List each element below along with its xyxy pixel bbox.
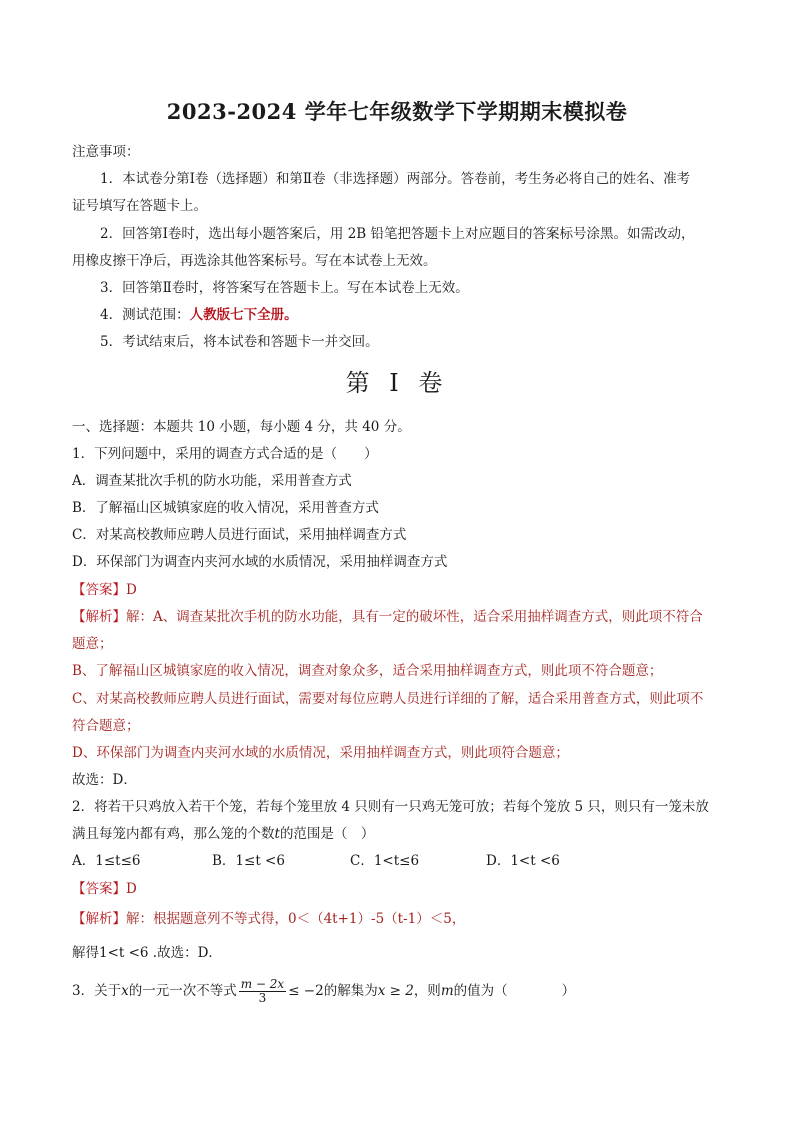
q3-stem (72, 978, 732, 1005)
notice-item-1b: 证号填写在答题卡上。 (72, 198, 207, 214)
answer-value: D (126, 881, 137, 897)
part1-heading: 一、选择题：本题共 10 小题，每小题 4 分，共 40 分。 (72, 419, 411, 435)
q1-stem: 1．下列问题中，采用的调查方式合适的是（ ） (72, 446, 378, 462)
q3-frac-den: 3 (258, 991, 267, 1005)
notice-item-2b: 用橡皮擦干净后，再选涂其他答案标号。写在本试卷上无效。 (72, 253, 437, 269)
notice-item-4-prefix: 4．测试范围： (100, 307, 190, 323)
q1-analysis-1a (72, 607, 732, 627)
q3-var-x: x (121, 983, 129, 999)
q1-analysis-3b: 符合题意； (72, 718, 140, 734)
q1-analysis-1b: 题意； (72, 636, 113, 652)
q2-result: 解得1<t <6 .故选：D． (72, 945, 222, 961)
analysis-tag: 【解析】 (72, 911, 126, 927)
q1-analysis-3a: C、对某高校教师应聘人员进行面试，需要对每位应聘人员进行详细的了解，适合采用普查方式，则此项不 (72, 691, 704, 707)
test-range: 人教版七下全册。 (189, 307, 298, 323)
notice-item-5: 5．考试结束后，将本试卷和答题卡一并交回。 (100, 334, 379, 350)
q3-mid: 的一元一次不等式 (128, 983, 237, 999)
q2-option-c: C．1<t≤6 (350, 853, 420, 869)
q2-stem-b-prefix: 满且每笼内都有鸡，那么笼的个数 (72, 826, 275, 842)
q3-end: 的值为（ ） (453, 983, 576, 999)
q2-option-b: B．1≤t <6 (212, 853, 285, 869)
q3-solution: x ≥ 2 (377, 983, 414, 999)
q1-analysis-2: B、了解福山区城镇家庭的收入情况，调查对象众多，适合采用抽样调查方式，则此项不符合题意； (72, 663, 663, 679)
q1-conclusion: 故选：D． (72, 772, 137, 788)
notice-item-2a: 2．回答第Ⅰ卷时，选出每小题答案后，用 2B 铅笔把答题卡上对应题目的答案标号涂黑。如需改动， (100, 226, 695, 242)
q3-frac-num: m − 2x (240, 977, 285, 991)
q2-analysis (72, 909, 732, 929)
q2-stem-a: 2．将若干只鸡放入若干个笼，若每个笼里放 4 只则有一只鸡无笼可放；若每个笼放 5 只，则只有一笼未放 (72, 799, 709, 815)
analysis-text: 解：根据题意列不等式得，0＜（4t+1）-5（t-1）＜5， (126, 911, 466, 927)
notice-item-1a: 1．本试卷分第Ⅰ卷（选择题）和第Ⅱ卷（非选择题）两部分。答卷前，考生务必将自己的姓名、准考 (100, 171, 691, 187)
q1-option-b: B．了解福山区城镇家庭的收入情况，采用普查方式 (72, 500, 379, 516)
q3-fraction (239, 978, 286, 1005)
q3-ineq: ≤ −2 (288, 983, 324, 999)
q2-stem-b-suffix: 的范围是（ ） (279, 826, 375, 842)
q2-stem-b (72, 824, 732, 844)
q2-option-a: A．1≤t≤6 (72, 853, 141, 869)
answer-tag: 【答案】 (72, 881, 126, 897)
q1-answer (72, 580, 732, 600)
q3-var-m: m (440, 983, 454, 999)
q3-mid2: 的解集为 (323, 983, 378, 999)
q1-option-d: D．环保部门为调查内夹河水域的水质情况，采用抽样调查方式 (72, 554, 448, 570)
answer-value: D (126, 582, 137, 598)
q1-option-a: A．调查某批次手机的防水功能，采用普查方式 (72, 473, 352, 489)
q3-mid3: ，则 (413, 983, 441, 999)
notice-heading: 注意事项： (72, 144, 140, 160)
analysis-text: 解：A、调查某批次手机的防水功能，具有一定的破坏性，适合采用抽样调查方式，则此项不符合 (126, 609, 703, 625)
section-title: 第 I 卷 (345, 369, 449, 397)
q2-answer (72, 879, 732, 899)
notice-item-4 (100, 305, 730, 325)
notice-item-3: 3．回答第Ⅱ卷时，将答案写在答题卡上。写在本试卷上无效。 (100, 280, 469, 296)
answer-tag: 【答案】 (72, 582, 126, 598)
q2-var-t: t (274, 826, 280, 842)
q3-prefix: 3．关于 (72, 983, 122, 999)
q1-analysis-4: D、环保部门为调查内夹河水域的水质情况，采用抽样调查方式，则此项符合题意； (72, 745, 569, 761)
page-title: 2023-2024 学年七年级数学下学期期末模拟卷 (166, 99, 628, 124)
q2-option-d: D．1<t <6 (486, 853, 560, 869)
q1-option-c: C．对某高校教师应聘人员进行面试，采用抽样调查方式 (72, 527, 407, 543)
analysis-tag: 【解析】 (72, 609, 126, 625)
